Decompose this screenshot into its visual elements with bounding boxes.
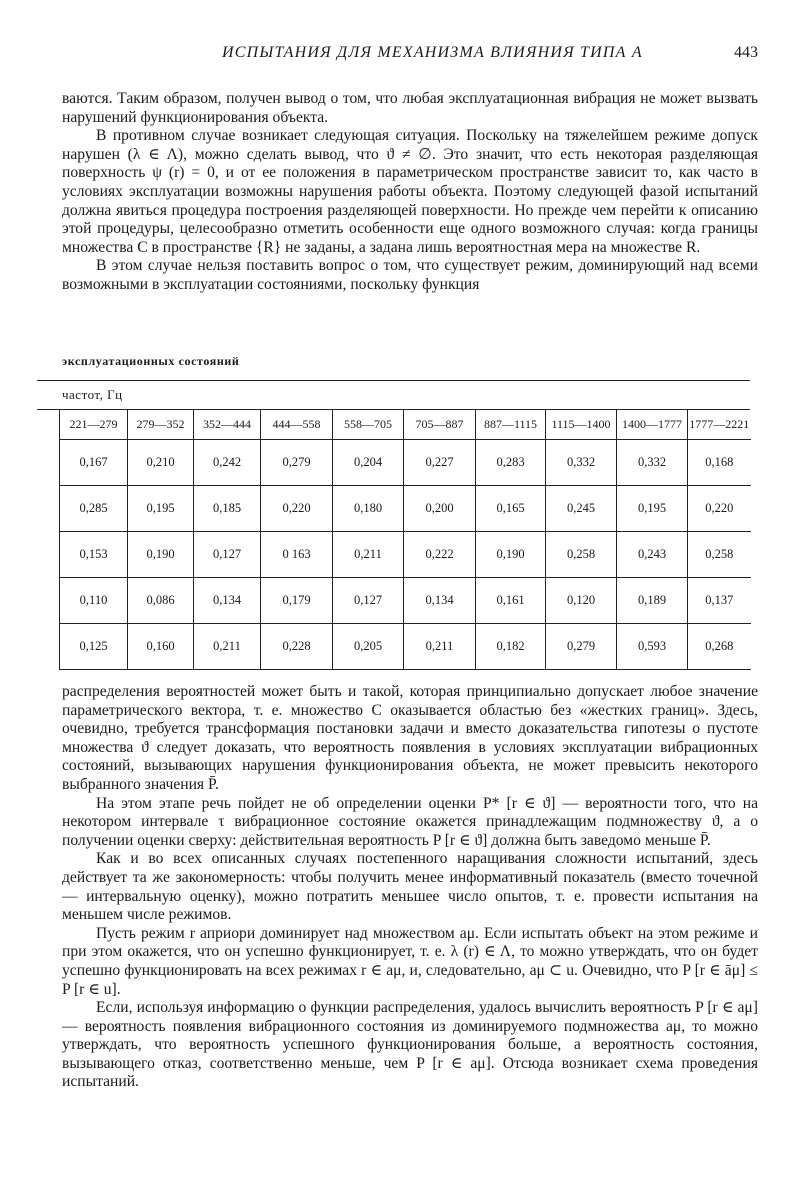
table-cell: 0,210 [128,440,194,486]
column-header: 887—1115 [476,410,546,440]
table-cell: 0,332 [617,440,688,486]
paragraph: В этом случае нельзя поставить вопрос о том, что существует режим, доминирующий над всеми возможными в эксплуатации состояниями, поскольку функция [62,257,758,293]
table-cell: 0,279 [261,440,333,486]
table-cell: 0,204 [333,440,404,486]
table-cell: 0,211 [333,532,404,578]
table-row [60,440,751,486]
column-header: 1777—2221 [688,410,751,440]
table-cell: 0,258 [546,532,617,578]
table-cell: 0,258 [688,532,751,578]
table-cell: 0,205 [333,624,404,670]
table-cell: 0,127 [194,532,261,578]
paragraph: Если, используя информацию о функции распределения, удалось вычислить вероятность P [r ∈ aμ] — вероятность появления вибрационного состояния из доминируемого подмножества aμ, то можно утверждать, что вероятность успешного функционирования больше, а вероятность состояния, вызывающего отказ, соответственно меньше, чем P [r ∈ aμ]. Отсюда возникает схема проведения испытаний. [62,999,758,1091]
table-cell: 0,211 [404,624,476,670]
table-cell: 0,185 [194,486,261,532]
table-cell: 0,268 [688,624,751,670]
table-cell: 0,190 [476,532,546,578]
table-cell: 0,167 [60,440,128,486]
table-cell: 0,168 [688,440,751,486]
table-cell: 0,242 [194,440,261,486]
paragraph: В противном случае возникает следующая ситуация. Поскольку на тяжелейшем режиме допуск нарушен (λ ∈ Λ), можно сделать вывод, что ϑ ≠ ∅. Это значит, что есть некоторая разделяющая поверхность ψ (r) = 0, и от ее положения в параметрическом пространстве зависит то, как часто в условиях эксплуатации возможны нарушения работы объекта. Поэтому следующей фазой испытаний должна явиться процедура построения разделяющей поверхности. Но прежде чем перейти к описанию этой процедуры, целесообразно отметить особенности еще одного возможного случая: когда границы множества C в пространстве {R} не заданы, а задана лишь вероятностная мера на множестве R. [62,127,758,256]
data-table [59,410,751,670]
table-cell: 0,165 [476,486,546,532]
bottom-text [62,683,758,1092]
column-header: 221—279 [60,410,128,440]
table-row [60,532,751,578]
table-cell: 0 163 [261,532,333,578]
table-cell: 0,182 [476,624,546,670]
table-cell: 0,211 [194,624,261,670]
column-header: 1400—1777 [617,410,688,440]
top-text [62,90,758,295]
table-row [60,624,751,670]
table-cell: 0,200 [404,486,476,532]
frequency-table [37,380,750,670]
paragraph: распределения вероятностей может быть и такой, которая принципиально допускает любое значение параметрического вектора, т. е. множество C оказывается областью без «жестких границ». Здесь, очевидно, требуется трансформация постановки задачи и вместо доказательства гипотезы о пустоте множества ϑ следует доказать, что вероятность появления в условиях эксплуатации вибрационных состояний, вызывающих нарушения функционирования объекта, не может превысить некоторого выбранного значения P̄. [62,683,758,793]
column-header: 558—705 [333,410,404,440]
table-cell: 0,227 [404,440,476,486]
table-cell: 0,220 [261,486,333,532]
column-header: 444—558 [261,410,333,440]
table-cell: 0,283 [476,440,546,486]
table-cell: 0,137 [688,578,751,624]
column-header: 1115—1400 [546,410,617,440]
table-cell: 0,189 [617,578,688,624]
table-cell: 0,125 [60,624,128,670]
table-subheader: частот, Гц [62,387,123,402]
table-cell: 0,153 [60,532,128,578]
column-header: 352—444 [194,410,261,440]
table-cell: 0,179 [261,578,333,624]
table-caption: эксплуатационных состояний [62,354,240,368]
table-header-row [60,410,751,440]
column-header: 279—352 [128,410,194,440]
table-cell: 0,245 [546,486,617,532]
table-cell: 0,332 [546,440,617,486]
table-cell: 0,161 [476,578,546,624]
paragraph: На этом этапе речь пойдет не об определении оценки P* [r ∈ ϑ] — вероятности того, что на некотором интервале τ вибрационное состояние окажется принадлежащим подмножеству ϑ, а о получении оценки сверху: действительная вероятность P [r ∈ ϑ] должна быть заведомо меньше P̄. [62,794,758,849]
table-cell: 0,279 [546,624,617,670]
page-number: 443 [734,44,758,61]
paragraph: Как и во всех описанных случаях постепенного наращивания сложности испытаний, здесь действует та же закономерность: чтобы получить менее информативный показатель (вместо точечной — интервальную оценку), можно потратить меньшее число опытов, т. е. провести испытания на меньшем числе режимов. [62,850,758,924]
table-cell: 0,127 [333,578,404,624]
table-row [60,486,751,532]
table-cell: 0,222 [404,532,476,578]
table-cell: 0,195 [617,486,688,532]
column-header: 705—887 [404,410,476,440]
table-cell: 0,134 [404,578,476,624]
table-cell: 0,180 [333,486,404,532]
table-cell: 0,593 [617,624,688,670]
table-cell: 0,285 [60,486,128,532]
paragraph: Пусть режим r априори доминирует над множеством aμ. Если испытать объект на этом режиме и при этом окажется, что он успешно функционирует, т. е. λ (r) ∈ Λ, то можно утверждать, что он будет успешно функционировать на всех режимах r ∈ aμ, и, следовательно, aμ ⊂ u. Очевидно, что P [r ∈ āμ] ≤ P [r ∈ u]. [62,924,758,998]
running-title: ИСПЫТАНИЯ ДЛЯ МЕХАНИЗМА ВЛИЯНИЯ ТИПА А [222,44,643,61]
table-cell: 0,243 [617,532,688,578]
table-cell: 0,086 [128,578,194,624]
table-cell: 0,228 [261,624,333,670]
table-cell: 0,220 [688,486,751,532]
table-cell: 0,160 [128,624,194,670]
table-cell: 0,134 [194,578,261,624]
table-cell: 0,195 [128,486,194,532]
table-cell: 0,120 [546,578,617,624]
table-row [60,578,751,624]
running-header [62,44,758,68]
table-cell: 0,110 [60,578,128,624]
table-cell: 0,190 [128,532,194,578]
paragraph: ваются. Таким образом, получен вывод о том, что любая эксплуатационная вибрация не может вызвать нарушений функционирования объекта. [62,90,758,126]
